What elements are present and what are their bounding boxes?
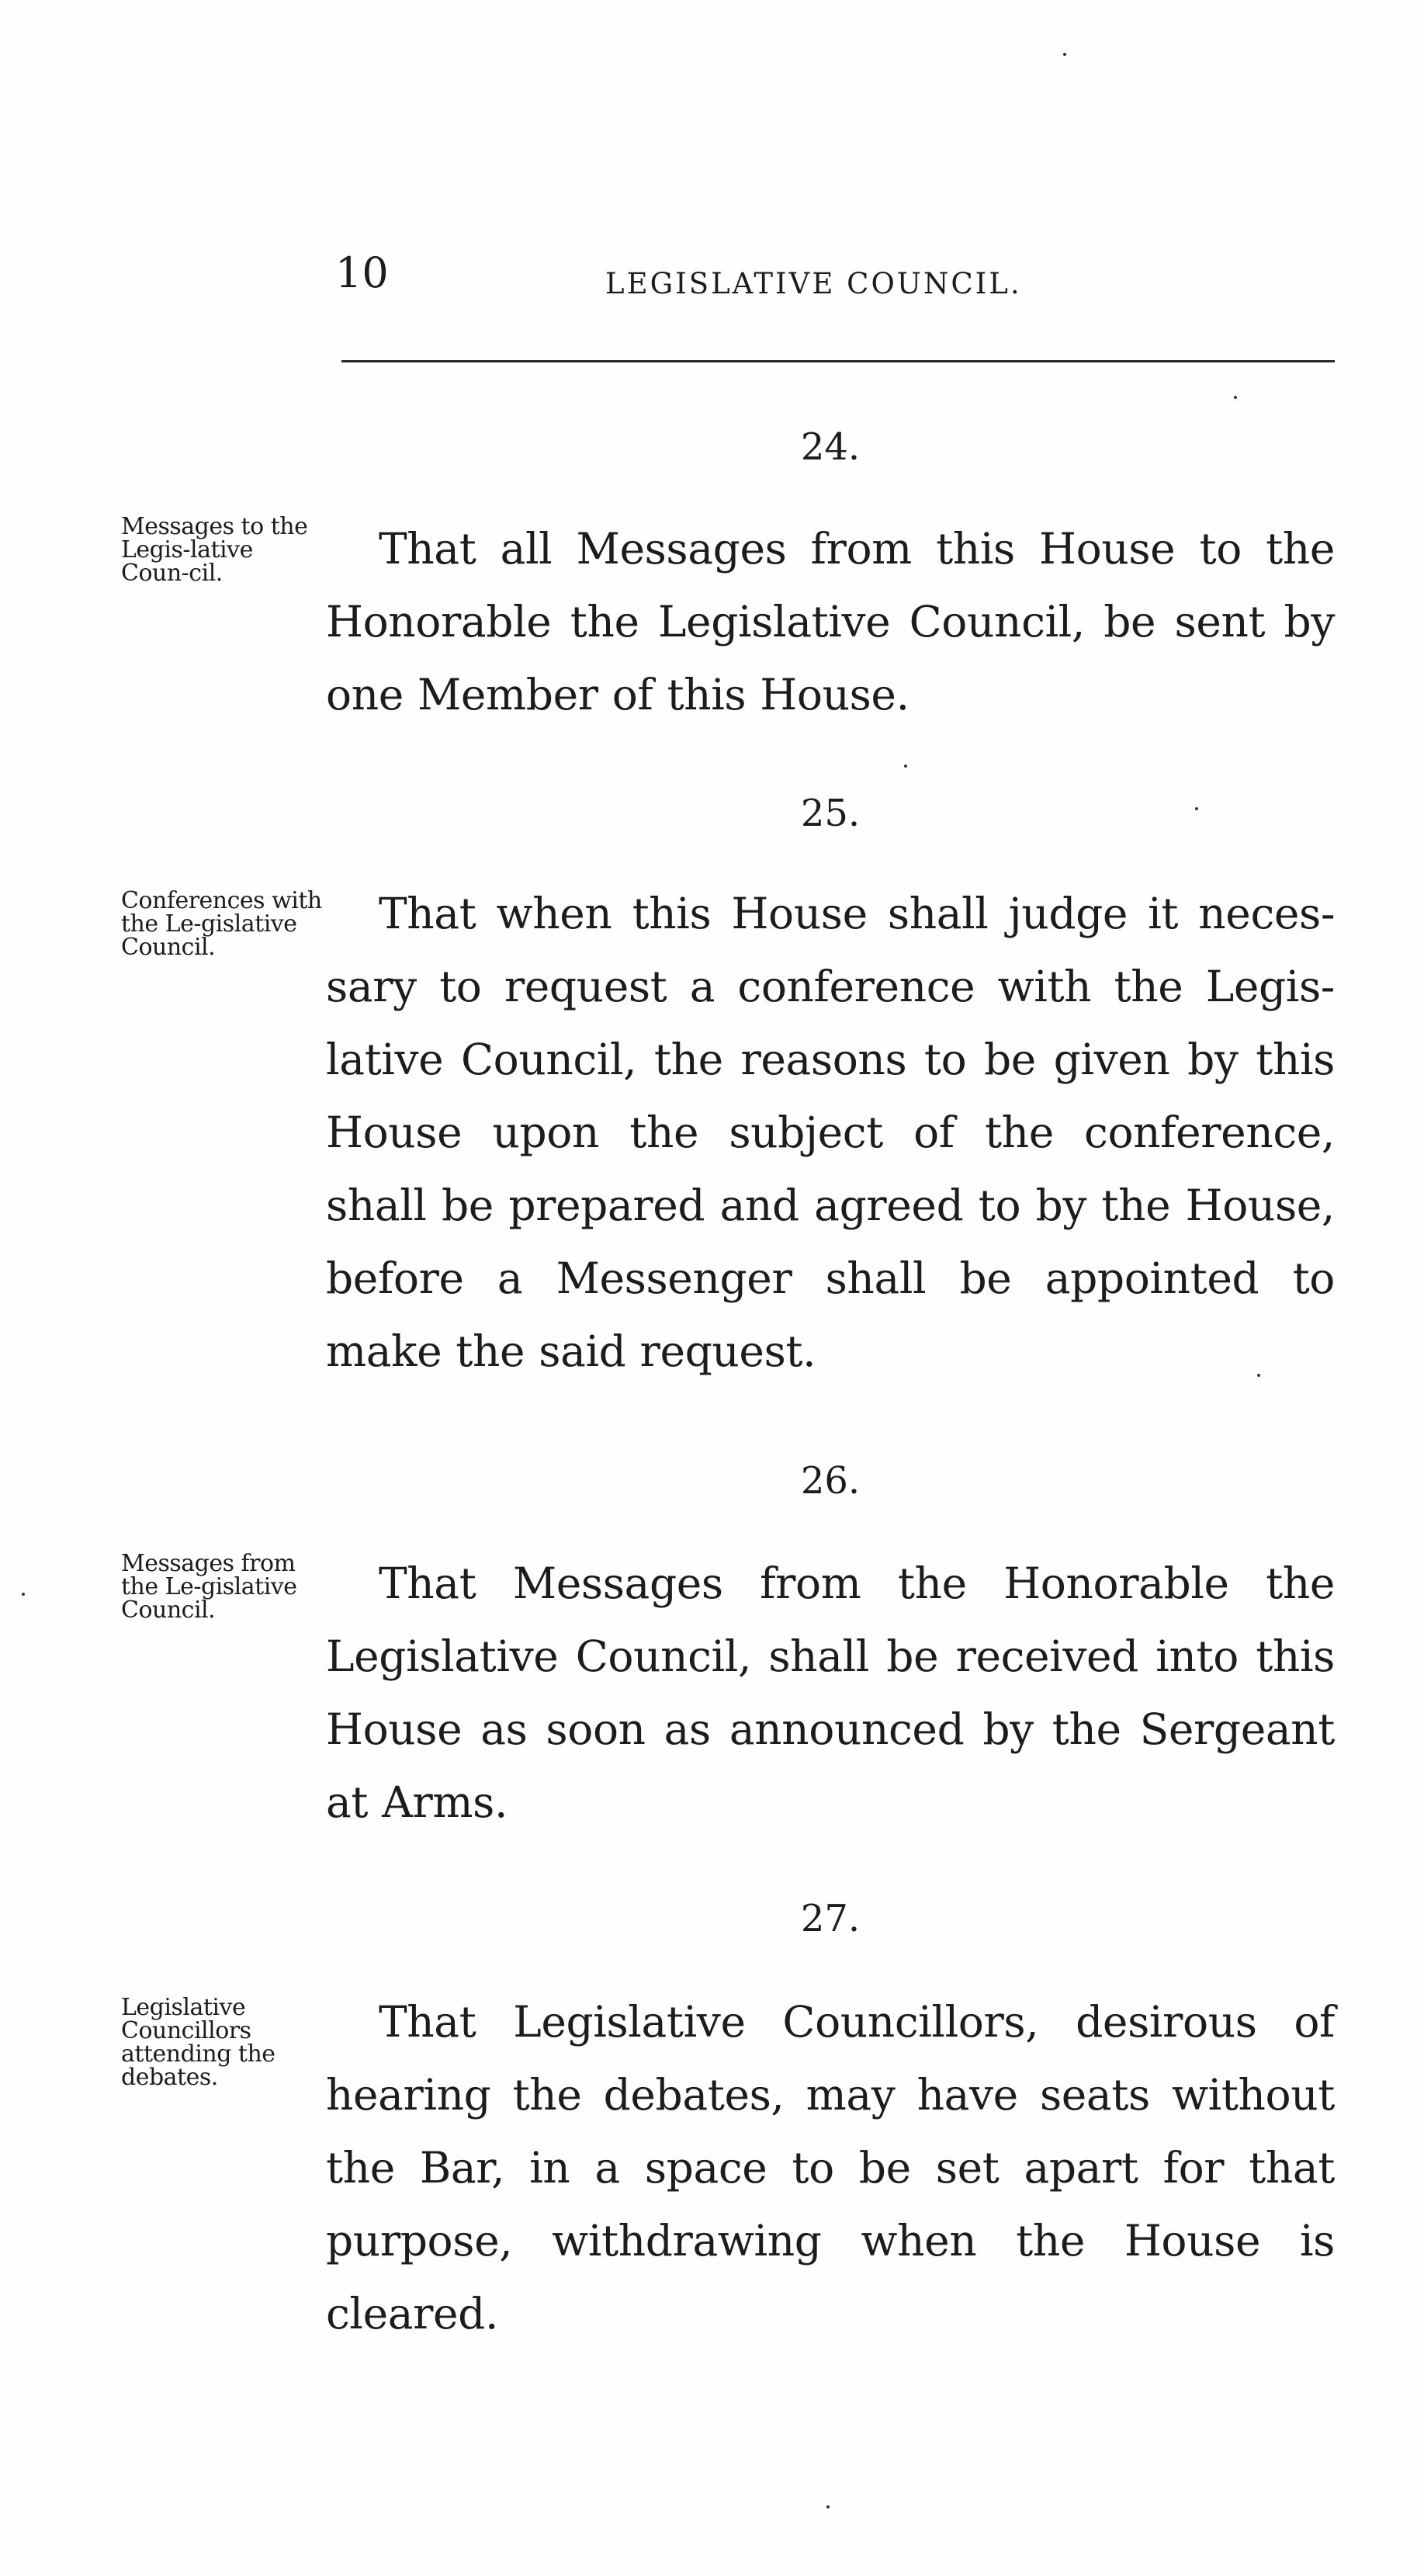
section-number-27: 27. bbox=[800, 1897, 861, 1940]
section-text-27: That Legislative Councillors, desirous of hearing the debates, may have seats without the Bar, in a space to be set apart for that purpose, withdrawing when the House is cleared. bbox=[326, 1997, 1335, 2339]
scan-speck bbox=[1257, 1374, 1260, 1377]
section-text-24: That all Messages from this House to the Honorable the Legislative Council, be sent by one Member of this House. bbox=[326, 524, 1335, 719]
section-text-26: That Messages from the Honorable the Legislative Council, shall be received into this House as soon as announced by the Sergeant at Arms. bbox=[326, 1558, 1335, 1827]
section-number-26: 26. bbox=[800, 1459, 861, 1503]
scan-speck bbox=[1234, 396, 1237, 399]
scan-speck bbox=[1063, 53, 1066, 56]
section-text-25: That when this House shall judge it neces-sary to request a conference with the Legis-lative Council, the reasons to be given by this House upon the subject of the conference, shall be prepared and agreed to by the House, before a Messenger shall be appointed to make the said request. bbox=[326, 889, 1335, 1376]
margin-note-26: Messages from the Le-gislative Council. bbox=[121, 1550, 297, 1624]
running-title: LEGISLATIVE COUNCIL. bbox=[605, 267, 1022, 300]
section-number-24: 24. bbox=[800, 425, 861, 469]
margin-note-27: Legislative Councillors attending the debates. bbox=[121, 1994, 275, 2091]
margin-note-25: Conferences with the Le-gislative Council. bbox=[121, 887, 322, 961]
margin-note-24: Messages to the Legis-lative Coun-cil. bbox=[121, 513, 308, 587]
scan-speck bbox=[22, 1593, 25, 1596]
scan-speck bbox=[826, 2505, 830, 2508]
page-number: 10 bbox=[335, 248, 389, 297]
scan-speck bbox=[904, 764, 907, 768]
scan-speck bbox=[1195, 807, 1198, 810]
section-number-25: 25. bbox=[800, 792, 861, 835]
header-rule bbox=[341, 360, 1335, 362]
